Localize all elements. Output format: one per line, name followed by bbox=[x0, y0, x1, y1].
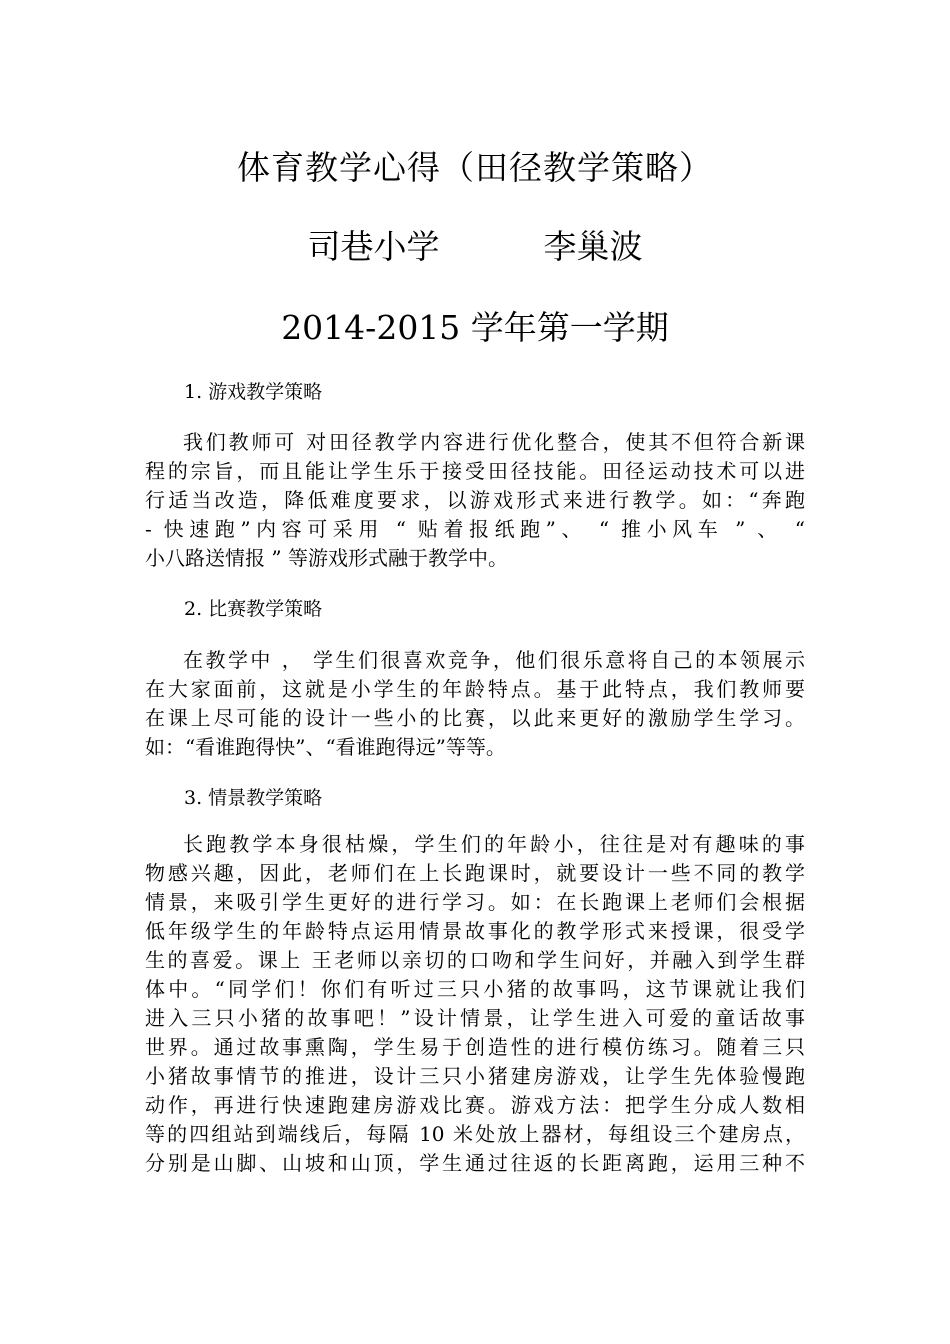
paragraph-line: 分别是山脚、山坡和山顶，学生通过往返的长距离跑，运用三种不 bbox=[145, 1151, 805, 1175]
paragraph-line: 在大家面前，这就是小学生的年龄特点。基于此特点，我们教师要 bbox=[145, 677, 805, 701]
section-paragraph bbox=[145, 646, 805, 762]
paragraph-line: 世界。通过故事熏陶，学生易于创造性的进行模仿练习。随着三只 bbox=[145, 1035, 805, 1059]
section-heading: 2. 比赛教学策略 bbox=[184, 598, 323, 620]
school-term: 2014-2015 学年第一学期 bbox=[281, 308, 669, 347]
paragraph-line: 小八路送情报 ” 等游戏形式融于教学中。 bbox=[145, 546, 508, 570]
paragraph-line: 如：“看谁跑得快”、“看谁跑得远”等等。 bbox=[145, 735, 506, 759]
document-title: 体育教学心得（田径教学策略） bbox=[237, 148, 713, 187]
author-line bbox=[0, 221, 950, 273]
paragraph-line: 等的四组站到端线后，每隔 10 米处放上器材，每组设三个建房点， bbox=[145, 1122, 805, 1146]
paragraph-line: 动作，再进行快速跑建房游戏比赛。游戏方法：把学生分成人数相 bbox=[145, 1093, 805, 1117]
paragraph-line: 物感兴趣，因此，老师们在上长跑课时，就要设计一些不同的教学 bbox=[145, 861, 805, 885]
section-heading: 3. 情景教学策略 bbox=[184, 787, 323, 809]
paragraph-line: 生的喜爱。课上 王老师以亲切的口吻和学生问好，并融入到学生群 bbox=[145, 948, 805, 972]
paragraph-line: 长跑教学本身很枯燥，学生们的年龄小，往往是对有趣味的事 bbox=[183, 832, 805, 856]
section-paragraph bbox=[145, 428, 805, 573]
paragraph-line: 进入三只小猪的故事吧！”设计情景，让学生进入可爱的童话故事 bbox=[145, 1006, 805, 1030]
paragraph-line: 小猪故事情节的推进，设计三只小猪建房游戏，让学生先体验慢跑 bbox=[145, 1064, 805, 1088]
paragraph-line: 我们教师可 对田径教学内容进行优化整合，使其不但符合新课 bbox=[183, 430, 805, 454]
paragraph-line: 在教学中 ， 学生们很喜欢竞争，他们很乐意将自己的本领展示 bbox=[183, 648, 805, 672]
school-name: 司巷小学 bbox=[307, 227, 440, 266]
paragraph-line: 情景，来吸引学生更好的进行学习。如：在长跑课上老师们会根据 bbox=[145, 890, 805, 914]
paragraph-line: 行适当改造，降低难度要求，以游戏形式来进行教学。如：“奔跑 bbox=[145, 488, 805, 512]
section-paragraph bbox=[145, 830, 805, 1178]
paragraph-line: 低年级学生的年龄特点运用情景故事化的教学形式来授课，很受学 bbox=[145, 919, 805, 943]
author-name: 李巢波 bbox=[543, 227, 643, 266]
paragraph-line: 在课上尽可能的设计一些小的比赛，以此来更好的激励学生学习。 bbox=[145, 706, 805, 730]
section-heading: 1. 游戏教学策略 bbox=[184, 381, 323, 403]
paragraph-line: 程的宗旨，而且能让学生乐于接受田径技能。田径运动技术可以进 bbox=[145, 459, 805, 483]
paragraph-line: - 快速跑”内容可采用 “ 贴着报纸跑”、 “ 推小风车 ” 、 “ bbox=[145, 517, 805, 541]
paragraph-line: 体中。“同学们！你们有听过三只小猪的故事吗，这节课就让我们 bbox=[145, 977, 805, 1001]
